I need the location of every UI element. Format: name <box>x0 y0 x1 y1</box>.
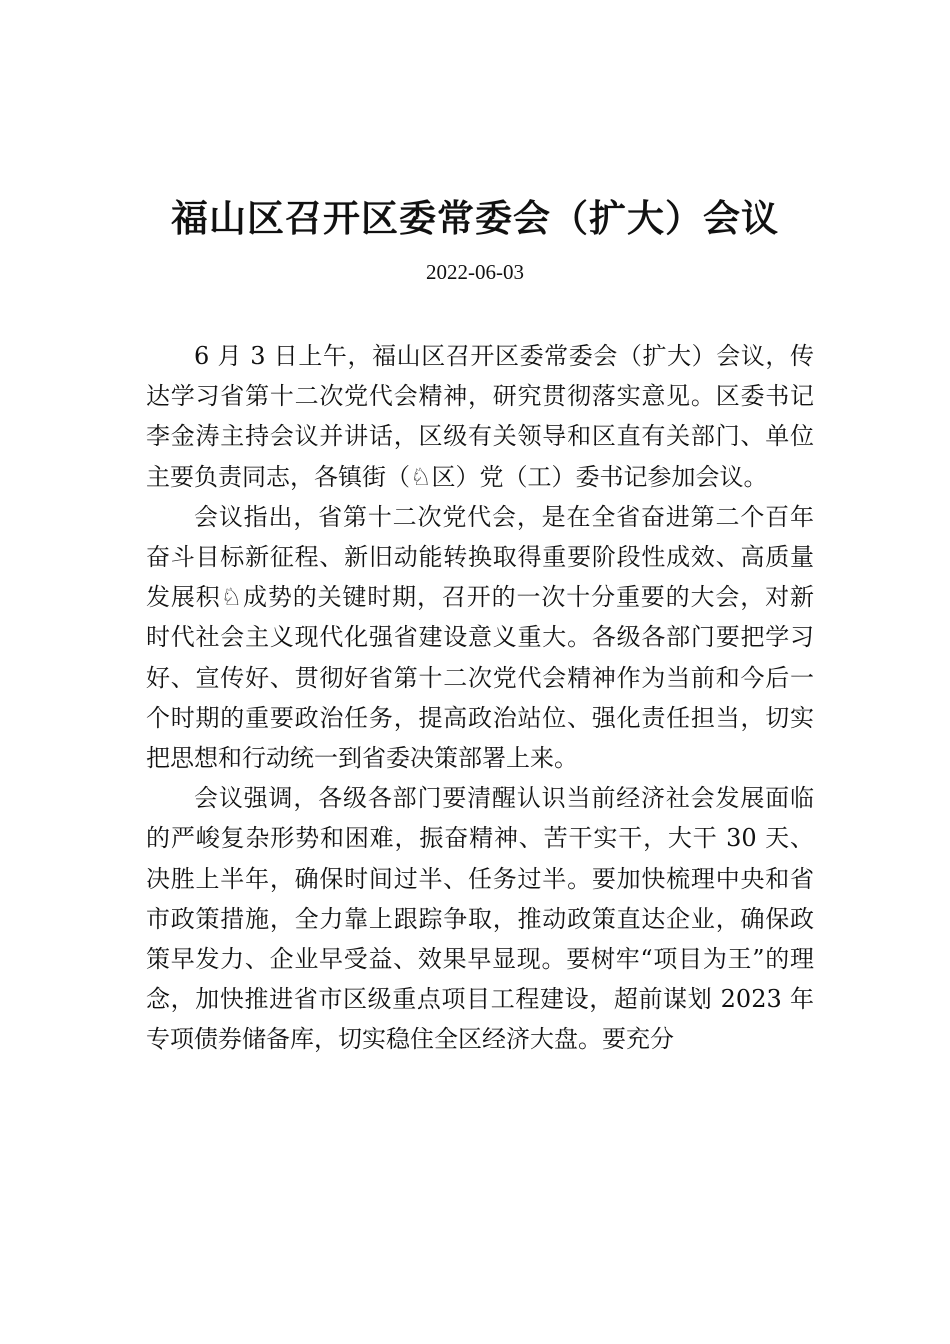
paragraph-1: 6 月 3 日上午，福山区召开区委常委会（扩大）会议，传达学习省第十二次党代会精神，研究贯彻落实意见。区委书记李金涛主持会议并讲话，区级有关领导和区直有关部门、单位主要负责同志，各镇街（♘区）党（工）委书记参加会议。 <box>146 342 814 491</box>
paragraph-2: 会议指出，省第十二次党代会，是在全省奋进第二个百年奋斗目标新征程、新旧动能转换取得重要阶段性成效、高质量发展积♘成势的关键时期，召开的一次十分重要的大会，对新时代社会主义现代化强省建设意义重大。各级各部门要把学习好、宣传好、贯彻好省第十二次党代会精神作为当前和今后一个时期的重要政治任务，提高政治站位、强化责任担当，切实把思想和行动统一到省委决策部署上来。 <box>146 502 814 773</box>
paragraph-3: 会议强调，各级各部门要清醒认识当前经济社会发展面临的严峻复杂形势和困难，振奋精神、苦干实干，大干 30 天、决胜上半年，确保时间过半、任务过半。要加快梳理中央和省市政策措施，全力靠上跟踪争取，推动政策直达企业，确保政策早发力、企业早受益、效果早显现。要树牢“项目为王”的理念，加快推进省市区级重点项目工程建设，超前谋划 2023 年专项债券储备库，切实稳住全区经济大盘。要充分 <box>146 784 814 1054</box>
article-title: 福山区召开区委常委会（扩大）会议 <box>171 196 779 240</box>
article-date: 2022-06-03 <box>426 260 524 284</box>
article-body <box>146 336 814 1060</box>
